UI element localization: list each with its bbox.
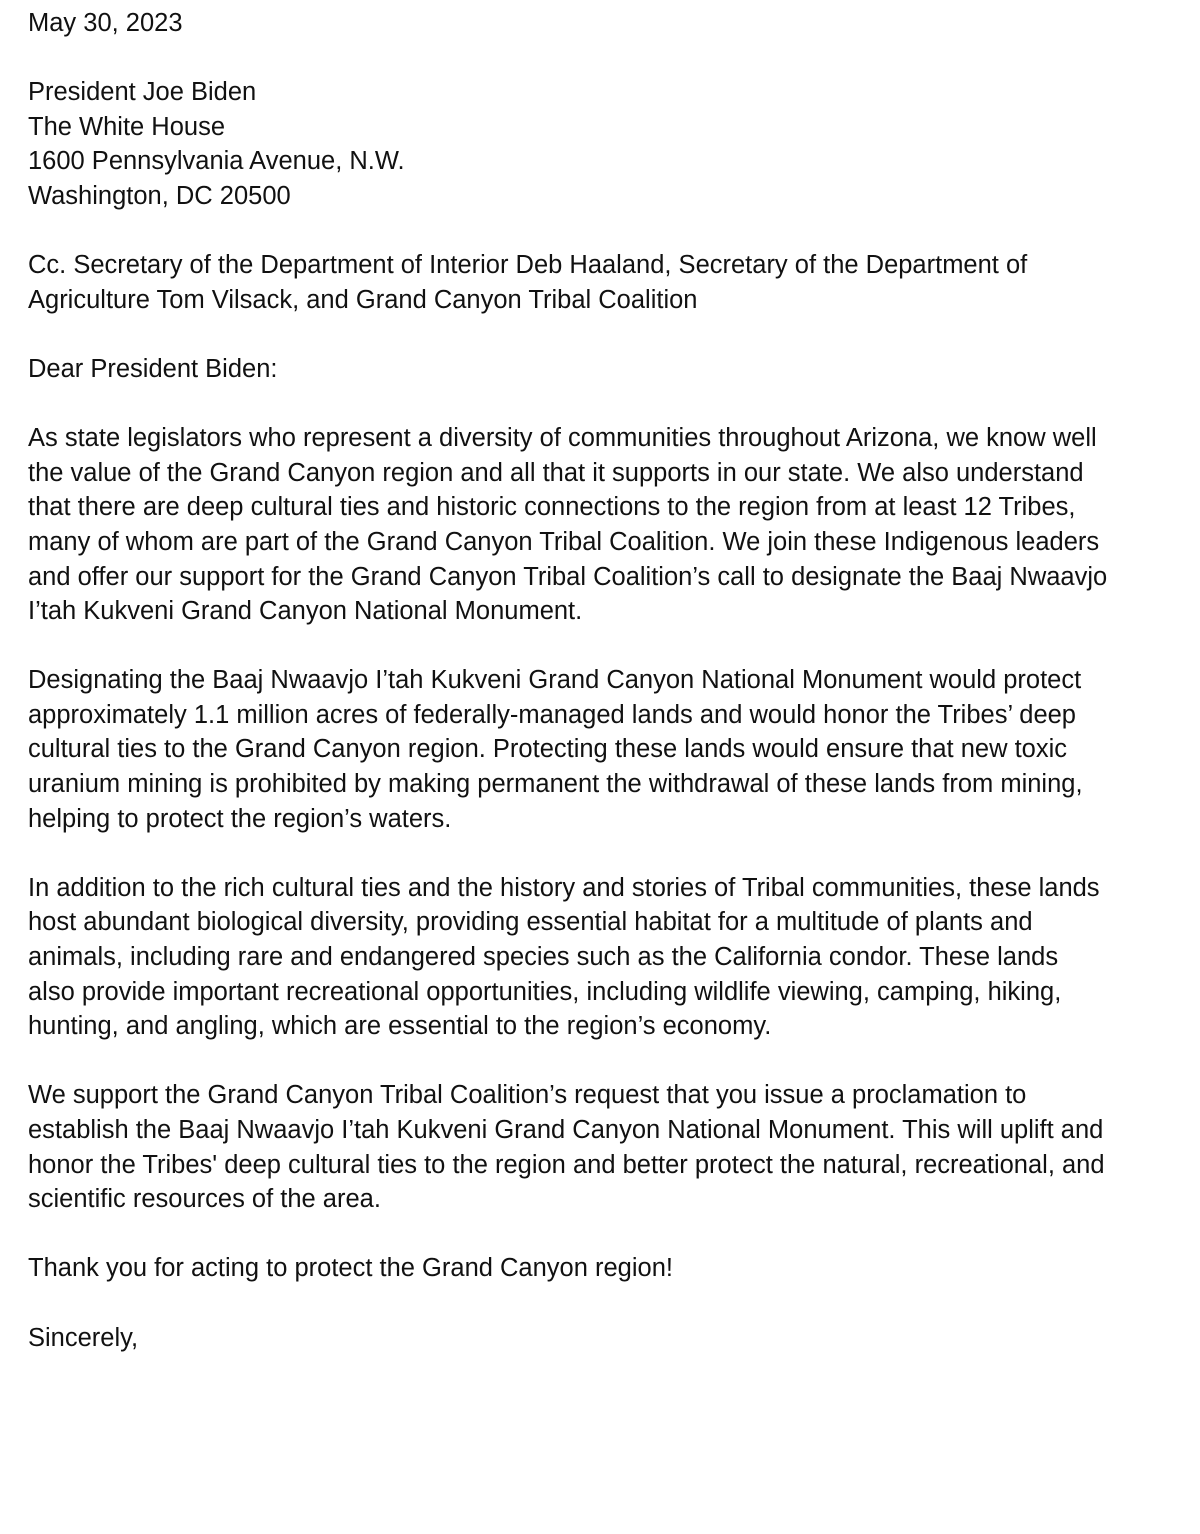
paragraph-line: that there are deep cultural ties and historic connections to the region from at least 12 Tribes, (28, 493, 1076, 522)
paragraph-line: the value of the Grand Canyon region and all that it supports in our state. We also understand (28, 458, 1084, 487)
paragraph-line: Designating the Baaj Nwaavjo I’tah Kukveni Grand Canyon National Monument would protect (28, 666, 1082, 695)
salutation: Dear President Biden: (28, 354, 278, 383)
paragraph-line: approximately 1.1 million acres of federally-managed lands and would honor the Tribes’ deep (28, 700, 1076, 729)
paragraph-line: honor the Tribes' deep cultural ties to the region and better protect the natural, recreational, and (28, 1150, 1105, 1179)
paragraph-line: uranium mining is prohibited by making permanent the withdrawal of these lands from mining, (28, 770, 1083, 799)
letter-date-block (28, 6, 1168, 41)
paragraph-line: many of whom are part of the Grand Canyon Tribal Coalition. We join these Indigenous leaders (28, 527, 1100, 556)
closing-block (28, 1321, 1168, 1356)
body-paragraph-3 (28, 871, 1168, 1044)
paragraph-line: helping to protect the region’s waters. (28, 804, 452, 833)
paragraph-line: hunting, and angling, which are essential to the region’s economy. (28, 1012, 772, 1041)
recipient-office: The White House (28, 112, 226, 141)
letter-page (28, 6, 1168, 1390)
letter-date: May 30, 2023 (28, 9, 183, 37)
thanks-block (28, 1251, 1168, 1286)
recipient-address (28, 75, 1168, 213)
body-paragraph-1 (28, 421, 1168, 629)
paragraph-line: also provide important recreational opportunities, including wildlife viewing, camping, hiking, (28, 977, 1062, 1006)
thanks-line: Thank you for acting to protect the Grand Canyon region! (28, 1254, 673, 1283)
paragraph-line: As state legislators who represent a diversity of communities throughout Arizona, we know well (28, 424, 1097, 453)
paragraph-line: In addition to the rich cultural ties and the history and stories of Tribal communities, these lands (28, 873, 1100, 902)
paragraph-line: scientific resources of the area. (28, 1185, 381, 1214)
salutation-block (28, 352, 1168, 387)
recipient-street: 1600 Pennsylvania Avenue, N.W. (28, 147, 405, 176)
closing: Sincerely, (28, 1323, 139, 1352)
paragraph-line: establish the Baaj Nwaavjo I’tah Kukveni Grand Canyon National Monument. This will uplift and (28, 1116, 1104, 1144)
paragraph-line: and offer our support for the Grand Canyon Tribal Coalition’s call to designate the Baaj Nwaavjo (28, 562, 1108, 591)
paragraph-line: cultural ties to the Grand Canyon region. Protecting these lands would ensure that new toxic (28, 735, 1068, 764)
body-paragraph-4 (28, 1078, 1168, 1216)
cc-line: Agriculture Tom Vilsack, and Grand Canyon Tribal Coalition (28, 285, 698, 314)
recipient-name: President Joe Biden (28, 78, 257, 107)
paragraph-line: animals, including rare and endangered species such as the California condor. These lands (28, 943, 1059, 972)
cc-block (28, 248, 1168, 317)
paragraph-line: We support the Grand Canyon Tribal Coalition’s request that you issue a proclamation to (28, 1081, 1027, 1110)
cc-line: Cc. Secretary of the Department of Interior Deb Haaland, Secretary of the Department of (28, 251, 1028, 280)
recipient-city: Washington, DC 20500 (28, 181, 291, 210)
paragraph-line: I’tah Kukveni Grand Canyon National Monument. (28, 597, 583, 626)
body-paragraph-2 (28, 663, 1168, 836)
paragraph-line: host abundant biological diversity, providing essential habitat for a multitude of plants and (28, 908, 1033, 937)
